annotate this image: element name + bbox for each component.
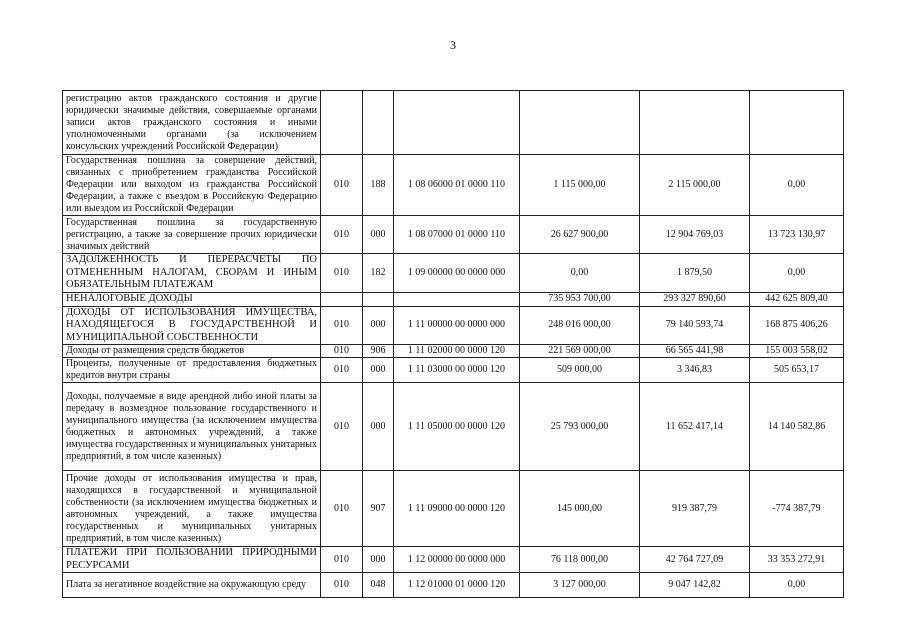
- row-admin-sub-code: 906: [363, 345, 394, 358]
- row-admin-sub-code: 182: [363, 254, 394, 293]
- table-row: [63, 345, 844, 358]
- row-value-remainder: -774 387,79: [750, 471, 844, 547]
- row-admin-code: [321, 293, 363, 307]
- row-value-plan: 509 000,00: [520, 358, 640, 383]
- row-value-plan: 25 793 000,00: [520, 383, 640, 471]
- row-admin-sub-code: 000: [363, 358, 394, 383]
- row-classification-code: [394, 91, 520, 155]
- row-name: Доходы, получаемые в виде арендной либо иной платы за передачу в возмездное пользование государственного и муниципального имущества (за исключением имущества бюджетных и автономных учреждений, а также имущества государственных и муниципальных унитарных предприятий, в том числе казенных): [63, 383, 321, 471]
- row-value-plan: [520, 91, 640, 155]
- table-row: [63, 358, 844, 383]
- row-classification-code: 1 12 01000 01 0000 120: [394, 573, 520, 598]
- row-classification-code: [394, 293, 520, 307]
- row-admin-code: 010: [321, 573, 363, 598]
- row-classification-code: 1 09 00000 00 0000 000: [394, 254, 520, 293]
- row-value-plan: 221 569 000,00: [520, 345, 640, 358]
- row-name: Плата за негативное воздействие на окружающую среду: [63, 573, 321, 598]
- row-classification-code: 1 12 00000 00 0000 000: [394, 547, 520, 573]
- row-value-plan: 735 953 700,00: [520, 293, 640, 307]
- row-admin-sub-code: 188: [363, 155, 394, 216]
- row-name: Прочие доходы от использования имущества и прав, находящихся в государственной и муниципальной собственности (за исключением имущества бюджетных и автономных учреждений, а также имущества государственных и муниципальных унитарных предприятий, в том числе казенных): [63, 471, 321, 547]
- row-value-remainder: 33 353 272,91: [750, 547, 844, 573]
- table-row: [63, 547, 844, 573]
- table-row: [63, 91, 844, 155]
- row-value-actual: 42 764 727,09: [640, 547, 750, 573]
- row-admin-code: 010: [321, 216, 363, 254]
- row-value-remainder: 14 140 582,86: [750, 383, 844, 471]
- row-name: НЕНАЛОГОВЫЕ ДОХОДЫ: [63, 293, 321, 307]
- row-value-remainder: 168 875 406,26: [750, 306, 844, 345]
- row-admin-code: 010: [321, 155, 363, 216]
- table-row: [63, 155, 844, 216]
- row-classification-code: 1 08 06000 01 0000 110: [394, 155, 520, 216]
- row-name: ДОХОДЫ ОТ ИСПОЛЬЗОВАНИЯ ИМУЩЕСТВА, НАХОДЯЩЕГОСЯ В ГОСУДАРСТВЕННОЙ И МУНИЦИПАЛЬНОЙ СОБСТВЕННОСТИ: [63, 306, 321, 345]
- row-admin-code: 010: [321, 547, 363, 573]
- row-name: Доходы от размещения средств бюджетов: [63, 345, 321, 358]
- row-value-actual: 293 327 890,60: [640, 293, 750, 307]
- row-admin-code: [321, 91, 363, 155]
- row-value-actual: 2 115 000,00: [640, 155, 750, 216]
- row-classification-code: 1 11 03000 00 0000 120: [394, 358, 520, 383]
- row-value-remainder: 0,00: [750, 155, 844, 216]
- row-value-plan: 76 118 000,00: [520, 547, 640, 573]
- row-value-actual: 9 047 142,82: [640, 573, 750, 598]
- row-value-remainder: [750, 91, 844, 155]
- row-value-remainder: 155 003 558,02: [750, 345, 844, 358]
- row-value-plan: 1 115 000,00: [520, 155, 640, 216]
- table-row: [63, 293, 844, 307]
- row-classification-code: 1 11 09000 00 0000 120: [394, 471, 520, 547]
- row-admin-sub-code: 000: [363, 306, 394, 345]
- row-admin-sub-code: [363, 293, 394, 307]
- row-value-actual: 3 346,83: [640, 358, 750, 383]
- table-row: [63, 306, 844, 345]
- table-row: [63, 471, 844, 547]
- table-row: [63, 383, 844, 471]
- row-classification-code: 1 11 00000 00 0000 000: [394, 306, 520, 345]
- row-admin-code: 010: [321, 358, 363, 383]
- row-classification-code: 1 11 05000 00 0000 120: [394, 383, 520, 471]
- row-admin-sub-code: 907: [363, 471, 394, 547]
- row-value-remainder: 13 723 130,97: [750, 216, 844, 254]
- row-value-plan: 3 127 000,00: [520, 573, 640, 598]
- row-admin-code: 010: [321, 254, 363, 293]
- row-value-actual: 79 140 593,74: [640, 306, 750, 345]
- row-value-actual: 66 565 441,98: [640, 345, 750, 358]
- row-value-plan: 0,00: [520, 254, 640, 293]
- row-value-actual: 919 387,79: [640, 471, 750, 547]
- row-value-remainder: 442 625 809,40: [750, 293, 844, 307]
- row-admin-sub-code: [363, 91, 394, 155]
- row-value-actual: 11 652 417,14: [640, 383, 750, 471]
- row-value-actual: 12 904 769,03: [640, 216, 750, 254]
- row-admin-sub-code: 048: [363, 573, 394, 598]
- table-row: [63, 216, 844, 254]
- row-classification-code: 1 11 02000 00 0000 120: [394, 345, 520, 358]
- table-row: [63, 573, 844, 598]
- row-name: Государственная пошлина за государственную регистрацию, а также за совершение прочих юридически значимых действий: [63, 216, 321, 254]
- row-admin-sub-code: 000: [363, 383, 394, 471]
- row-admin-sub-code: 000: [363, 216, 394, 254]
- row-value-plan: 26 627 900,00: [520, 216, 640, 254]
- row-name: ЗАДОЛЖЕННОСТЬ И ПЕРЕРАСЧЕТЫ ПО ОТМЕНЕННЫМ НАЛОГАМ, СБОРАМ И ИНЫМ ОБЯЗАТЕЛЬНЫМ ПЛАТЕЖАМ: [63, 254, 321, 293]
- row-name: Государственная пошлина за совершение действий, связанных с приобретением гражданства Российской Федерации или выходом из гражданства Российской Федерации, а также с въездом в Российскую Федерацию или выездом из Российской Федерации: [63, 155, 321, 216]
- row-value-remainder: 505 653,17: [750, 358, 844, 383]
- table-row: [63, 254, 844, 293]
- page-number: 3: [450, 38, 456, 52]
- row-value-actual: 1 879,50: [640, 254, 750, 293]
- row-admin-code: 010: [321, 345, 363, 358]
- row-value-remainder: 0,00: [750, 254, 844, 293]
- row-name: ПЛАТЕЖИ ПРИ ПОЛЬЗОВАНИИ ПРИРОДНЫМИ РЕСУРСАМИ: [63, 547, 321, 573]
- row-name: регистрацию актов гражданского состояния и другие юридически значимые действия, совершаемые органами записи актов гражданского состояния и иными уполномоченными органами (за исключением консульских учреждений Российской Федерации): [63, 91, 321, 155]
- row-admin-sub-code: 000: [363, 547, 394, 573]
- row-classification-code: 1 08 07000 01 0000 110: [394, 216, 520, 254]
- budget-table: [62, 90, 844, 598]
- row-admin-code: 010: [321, 306, 363, 345]
- row-value-plan: 248 016 000,00: [520, 306, 640, 345]
- row-admin-code: 010: [321, 383, 363, 471]
- row-value-remainder: 0,00: [750, 573, 844, 598]
- row-admin-code: 010: [321, 471, 363, 547]
- row-value-actual: [640, 91, 750, 155]
- row-name: Проценты, полученные от предоставления бюджетных кредитов внутри страны: [63, 358, 321, 383]
- row-value-plan: 145 000,00: [520, 471, 640, 547]
